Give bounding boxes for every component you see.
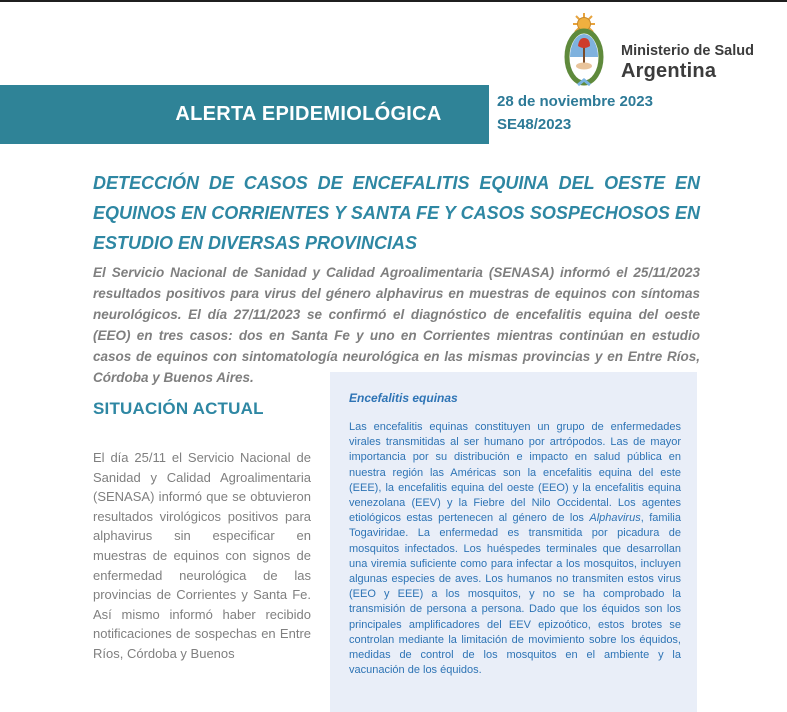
issue-date: 28 de noviembre 2023: [497, 93, 653, 110]
alert-banner: [0, 85, 489, 144]
banner-title: ALERTA EPIDEMIOLÓGICA: [175, 103, 442, 125]
infobox-heading: Encefalitis equinas: [349, 391, 458, 405]
infobox-body-paragraph: [349, 420, 681, 678]
top-border-line: [0, 0, 787, 2]
issue-number: SE48/2023: [497, 116, 572, 133]
ministry-name: Ministerio de Salud: [621, 43, 754, 59]
ministry-logo: [558, 12, 754, 95]
argentina-coat-of-arms-icon: [558, 12, 610, 95]
section-heading-situacion-actual: SITUACIÓN ACTUAL: [93, 399, 264, 418]
alert-title: DETECCIÓN DE CASOS DE ENCEFALITIS EQUINA DEL OESTE EN EQUINOS EN CORRIENTES Y SANTA FE Y CASOS SOSPECHOSOS EN ESTUDIO EN DIVERSAS PROVINCIAS: [93, 173, 700, 253]
infobox-text-alphavirus: Alphavirus: [589, 512, 641, 525]
infobox-text-pre: Las encefalitis equinas constituyen un grupo de enfermedades virales transmitidas al ser humano por artrópodos. Las de mayor importancia por su distribución e impacto en salud pública en nuestra región las Américas son la encefalitis equina del este (EEE), la encefalitis equina del oeste (EEO) y la encefalitis equina venezolana (EEV) y la Fiebre del Nilo Occidental. Los agentes etiológicos estas pertenecen al género de los: [349, 421, 681, 525]
infobox-text-post: , familia Togaviridae. La enfermedad es transmitida por picadura de mosquitos infectados. Los huéspedes terminales que desarrollan una viremia suficiente como para infectar a los mosquitos, incluyen algunas especies de aves. Los humanos no transmiten estos virus (EEO y EEE) a los mosquitos, y no se ha comprobado la transmisión de persona a persona. Dado que los équidos son los principales amplificadores del EEV epizoótico, estos brotes se controlan mediante la limitación de movimiento sobre los équidos, medidas de control de los mosquitos en el ambiente y la vacunación de los équidos.: [349, 512, 681, 677]
country-name: Argentina: [621, 60, 717, 82]
encefalitis-infobox: [330, 372, 697, 712]
situacion-body-paragraph: El día 25/11 el Servicio Nacional de Sanidad y Calidad Agroalimentaria (SENASA) informó que se obtuvieron resultados virológicos positivos para alphavirus sin especificar en muestras de equinos con signos de enfermedad neurológica de las provincias de Corrientes y Santa Fe. Así mismo informó haber recibido notificaciones de sospechas en Entre Ríos, Córdoba y Buenos: [93, 450, 311, 661]
issue-block: [497, 90, 653, 136]
alert-intro-paragraph: El Servicio Nacional de Sanidad y Calidad Agroalimentaria (SENASA) informó el 25/11/2023 resultados positivos para virus del género alphavirus en muestras de equinos con síntomas neurológicos. El día 27/11/2023 se confirmó el diagnóstico de encefalitis equina del oeste (EEO) en tres casos: dos en Santa Fe y uno en Corrientes mientras continúan en estudio casos de equinos con sintomatología neurológica en las mismas provincias y en Entre Ríos, Córdoba y Buenos Aires.: [93, 265, 700, 385]
